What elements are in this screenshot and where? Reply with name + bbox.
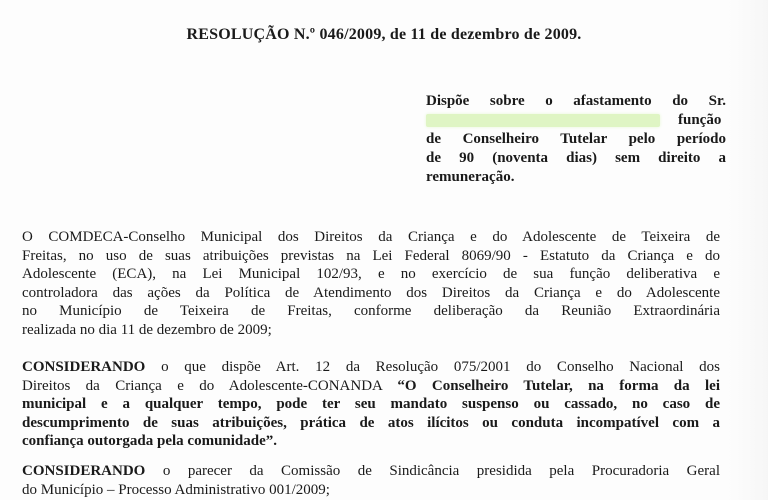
considerando-2-line-2: do Município – Processo Administrativo 001/2009;	[22, 481, 330, 498]
considerando-1-quote-line	[22, 395, 720, 414]
considerando-1-line-2-quote: “O Conselheiro Tutelar, na forma da lei	[397, 377, 720, 394]
ementa-line-2-suffix: função	[678, 112, 722, 128]
preamble-line: O COMDECA-Conselho Municipal dos Direitos da Criança e do Adolescente de Teixeira de	[22, 229, 720, 245]
considerando-1-line-2	[22, 377, 720, 396]
considerando-2-line-1	[22, 462, 720, 481]
paragraph-preamble	[22, 228, 720, 339]
quote-text: municipal e a qualquer tempo, pode ter seu mandato suspenso ou cassado, no caso de	[22, 396, 720, 412]
ementa-line-2	[426, 111, 726, 130]
preamble-line: realizada no dia 11 de dezembro de 2009;	[22, 321, 272, 338]
considerando-1-line-2-plain: Direitos da Criança e do Adolescente-CONANDA	[22, 377, 398, 394]
quote-text: descumprimento de suas atribuições, prática de atos ilícitos ou conduta incompatível com a	[22, 414, 720, 431]
redacted-name	[426, 114, 660, 127]
ementa-block	[426, 92, 726, 187]
quote-text: confiança outorgada pela comunidade”.	[22, 433, 278, 449]
ementa-line-1: Dispõe sobre o afastamento do Sr.	[426, 93, 726, 109]
paragraph-considerando-2	[22, 462, 720, 499]
preamble-line: controladora das ações da Política de Atendimento dos Direitos da Criança e do Adolescente	[22, 284, 720, 301]
preamble-line: Freitas, no uso de suas atribuições previstas na Lei Federal 8069/90 - Estatuto da Criança e do	[22, 247, 720, 264]
considerando-1-quote-line	[22, 432, 720, 451]
considerando-1-line-1	[22, 358, 720, 377]
considerando-keyword: CONSIDERANDO	[22, 463, 146, 479]
considerando-keyword: CONSIDERANDO	[22, 359, 146, 375]
resolution-title: RESOLUÇÃO N.º 046/2009, de 11 de dezembro de 2009.	[186, 26, 582, 43]
considerando-2-line-1-text: o parecer da Comissão de Sindicância presidida pela Procuradoria Geral	[145, 463, 720, 479]
ementa-line-3: de Conselheiro Tutelar pelo período	[426, 131, 726, 147]
paragraph-considerando-1	[22, 358, 720, 451]
considerando-1-quote-line	[22, 414, 720, 433]
preamble-line: no Município de Teixeira de Freitas, conforme deliberação da Reunião Extraordinária	[22, 303, 720, 319]
ementa-line-5: remuneração.	[426, 169, 515, 185]
ementa-line-4: de 90 (noventa dias) sem direito a	[426, 150, 726, 166]
considerando-1-line-1-text: o que dispõe Art. 12 da Resolução 075/2001 do Conselho Nacional dos	[145, 359, 720, 375]
scan-edge-shading	[728, 0, 768, 500]
preamble-line: Adolescente (ECA), na Lei Municipal 102/93, e no exercício de sua função deliberativa e	[22, 266, 720, 282]
